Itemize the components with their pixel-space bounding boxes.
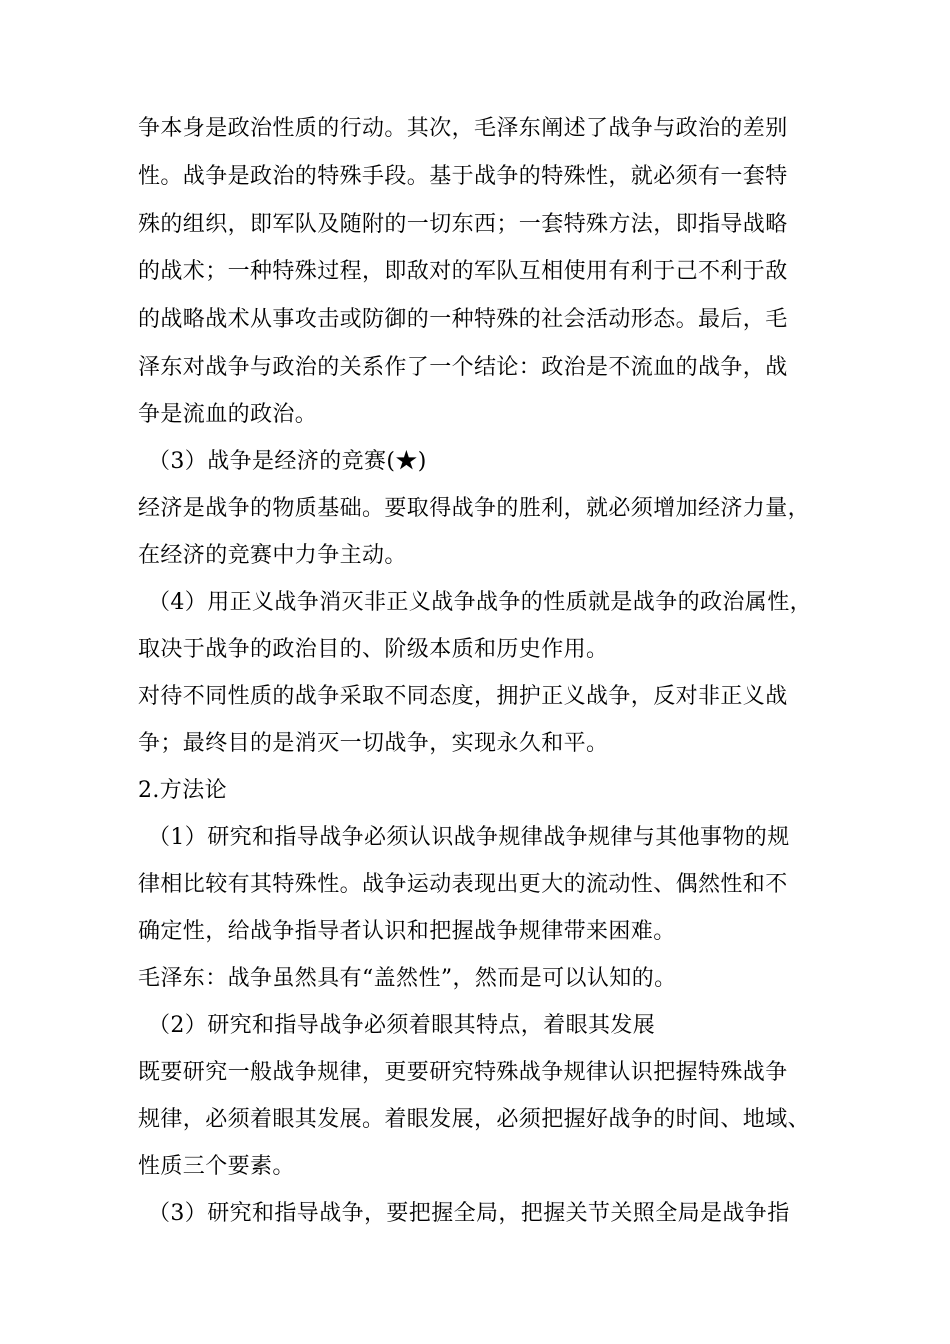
section-title: 2.方法论: [138, 778, 227, 803]
text-line: 既要研究一般战争规律，更要研究特殊战争规律认识把握特殊战争: [138, 1060, 788, 1085]
section-heading: （3）战争是经济的竞赛(★): [148, 449, 427, 474]
text-line: 律相比较有其特殊性。战争运动表现出更大的流动性、偶然性和不: [138, 872, 788, 897]
text-line: 对待不同性质的战争采取不同态度，拥护正义战争，反对非正义战: [138, 684, 788, 709]
text-line: 性质三个要素。: [138, 1154, 295, 1179]
text-line: 殊的组织，即军队及随附的一切东西；一套特殊方法，即指导战略: [138, 212, 788, 237]
text-line: 争本身是政治性质的行动。其次，毛泽东阐述了战争与政治的差别: [138, 116, 788, 141]
text-line: 经济是战争的物质基础。要取得战争的胜利，就必须增加经济力量，: [138, 496, 811, 521]
section-heading: （2）研究和指导战争必须着眼其特点，着眼其发展: [148, 1013, 656, 1038]
section-heading: （1）研究和指导战争必须认识战争规律战争规律与其他事物的规: [148, 825, 790, 850]
text-line: 的战略战术从事攻击或防御的一种特殊的社会活动形态。最后，毛: [138, 307, 788, 332]
text-line: 性。战争是政治的特殊手段。基于战争的特殊性，就必须有一套特: [138, 164, 788, 189]
text-line: 毛泽东：战争虽然具有“盖然性”，然而是可以认知的。: [138, 966, 677, 991]
text-line: 泽东对战争与政治的关系作了一个结论：政治是不流血的战争，战: [138, 355, 788, 380]
text-line: 的战术；一种特殊过程，即敌对的军队互相使用有利于己不利于敌: [138, 259, 788, 284]
text-line: 争；最终目的是消灭一切战争，实现永久和平。: [138, 731, 609, 756]
text-line: 争是流血的政治。: [138, 402, 318, 427]
text-line: 规律，必须着眼其发展。着眼发展，必须把握好战争的时间、地域、: [138, 1107, 811, 1132]
text-line: 确定性，给战争指导者认识和把握战争规律带来困难。: [138, 919, 676, 944]
section-heading: （4）用正义战争消灭非正义战争战争的性质就是战争的政治属性，: [148, 590, 812, 615]
text-line: 在经济的竞赛中力争主动。: [138, 543, 407, 568]
text-line: 取决于战争的政治目的、阶级本质和历史作用。: [138, 637, 609, 662]
section-heading: （3）研究和指导战争，要把握全局，把握关节关照全局是战争指: [148, 1201, 790, 1226]
